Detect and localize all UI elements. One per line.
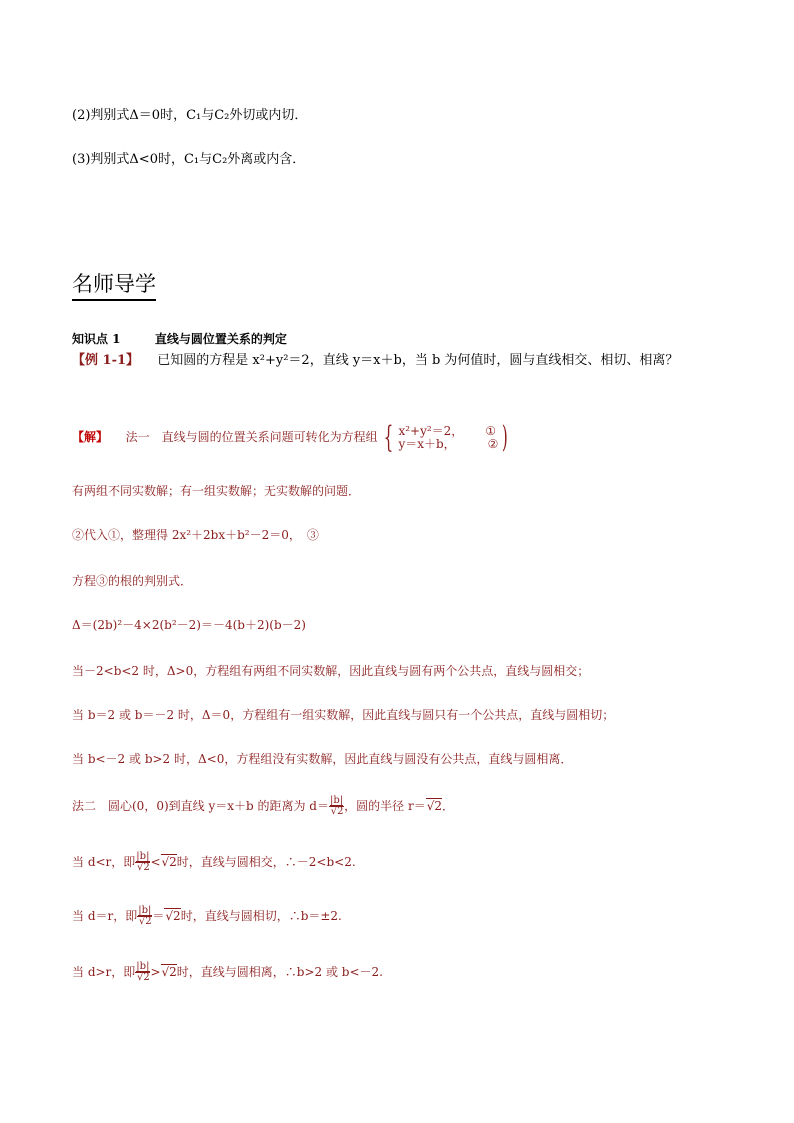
case-lt-text-a: 当 d<r，即	[72, 855, 136, 869]
fraction-numerator: |b|	[136, 851, 150, 862]
case-intersect: 当－2<b<2 时，Δ>0，方程组有两组不同实数解，因此直线与圆有两个公共点，直线与圆相交；	[72, 664, 590, 678]
case-gt-text-a: 当 d>r，即	[72, 965, 136, 979]
right-paren: )	[502, 420, 509, 455]
tag-1: ①	[485, 423, 497, 438]
method-2-text-b: ，圆的半径 r＝	[344, 799, 426, 813]
case-gt-text-c: 时，直线与圆相离，∴b>2 或 b<－2.	[176, 965, 383, 979]
fraction-numerator: |b|	[136, 961, 150, 972]
example-text: 已知圆的方程是 x²+y²＝2，直线 y＝x＋b，当 b 为何值时，圆与直线相交、相切、相离？	[157, 353, 679, 368]
example-question	[72, 352, 678, 370]
discriminant-case-3: (3)判别式Δ<0时，C₁与C₂外离或内含．	[72, 152, 306, 167]
tag-2: ②	[487, 436, 499, 451]
equation-system	[398, 425, 498, 451]
solution-line-1: 有两组不同实数解；有一组实数解；无实数解的问题．	[72, 484, 361, 498]
fraction-denominator: √ 2	[330, 805, 344, 817]
solution-line-2: ②代入①，整理得 2x²＋2bx＋b²－2＝0， ③	[72, 528, 319, 542]
case-eq-text-c: 时，直线与圆相切，∴b＝±2.	[180, 909, 342, 923]
equation-2: y＝x＋b，	[398, 436, 456, 451]
method-2-case-eq	[72, 906, 342, 927]
method-2-text-a: 法二 圆心(0，0)到直线 y＝x＋b 的距离为 d＝	[72, 799, 329, 813]
case-lt-fraction	[135, 852, 150, 873]
case-gt-operator: >	[150, 965, 161, 979]
knowledge-point-label: 知识点 1	[72, 332, 121, 346]
solution-line-3: 方程③的根的判别式．	[72, 574, 193, 588]
fraction-denominator: √ 2	[136, 861, 150, 873]
case-tangent: 当 b＝2 或 b＝－2 时，Δ＝0，方程组有一组实数解，因此直线与圆只有一个公共点，直线与圆相切；	[72, 708, 615, 722]
case-eq-sqrt: √ 2	[164, 908, 180, 923]
equation-1: x²+y²＝2，	[398, 423, 464, 438]
case-lt-operator: <	[150, 855, 161, 869]
case-lt-sqrt: √ 2	[161, 854, 177, 869]
section-title: 名师导学	[72, 268, 156, 301]
method-2-case-gt	[72, 962, 383, 983]
example-label: 【例 1-1】	[72, 353, 140, 368]
fraction-numerator: |b|	[330, 795, 344, 806]
case-lt-text-c: 时，直线与圆相交，∴－2<b<2.	[176, 855, 356, 869]
distance-fraction	[329, 796, 344, 817]
knowledge-point-title: 直线与圆位置关系的判定	[154, 332, 287, 346]
method-2-case-lt	[72, 852, 356, 873]
solution-label: 【解】	[72, 430, 109, 444]
method-1-text: 法一 直线与圆的位置关系问题可转化为方程组	[125, 430, 378, 444]
discriminant-case-2: (2)判别式Δ＝0时，C₁与C₂外切或内切．	[72, 108, 308, 123]
case-gt-fraction	[135, 962, 150, 983]
case-gt-sqrt: √ 2	[161, 964, 177, 979]
case-eq-operator: ＝	[152, 909, 165, 923]
knowledge-point-heading	[72, 330, 287, 347]
fraction-denominator: √ 2	[138, 915, 152, 927]
case-eq-text-a: 当 d＝r，即	[72, 909, 138, 923]
radius-value: √ 2	[426, 798, 442, 813]
discriminant-formula: Δ＝(2b)²－4×2(b²－2)＝－4(b＋2)(b－2)	[72, 618, 306, 632]
case-eq-fraction	[137, 906, 152, 927]
left-brace: {	[383, 420, 393, 455]
solution-method-1	[72, 420, 508, 455]
method-2-text-c: ．	[442, 799, 455, 813]
method-2-line	[72, 796, 454, 817]
fraction-numerator: |b|	[138, 905, 152, 916]
fraction-denominator: √ 2	[136, 971, 150, 983]
case-separate: 当 b<－2 或 b>2 时，Δ<0，方程组没有实数解，因此直线与圆没有公共点，直线与圆相离．	[72, 752, 573, 766]
